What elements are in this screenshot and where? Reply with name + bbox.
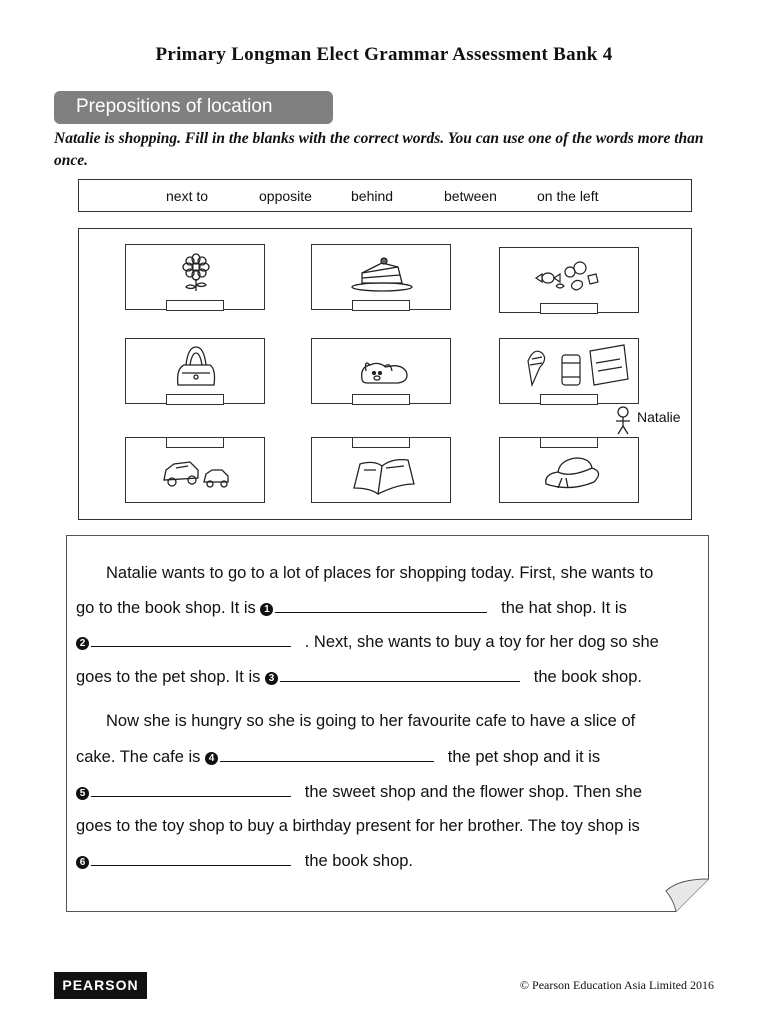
word-next-to: next to — [166, 188, 209, 204]
story-line: Natalie wants to go to a lot of places for shopping today. First, she wants to — [106, 564, 654, 582]
answer-blank-4[interactable] — [220, 747, 434, 762]
story-box — [66, 535, 709, 912]
answer-blank-3[interactable] — [280, 667, 520, 682]
page-title: Primary Longman Elect Grammar Assessment Bank 4 — [155, 44, 613, 65]
natalie-figure-icon — [612, 406, 634, 436]
word-box — [78, 179, 692, 212]
story-line — [76, 632, 659, 652]
story-line — [76, 782, 642, 802]
shop-map — [78, 228, 692, 520]
blank-number-badge: 4 — [205, 752, 218, 765]
shop-label-slot — [352, 394, 410, 405]
instructions: Natalie is shopping. Fill in the blanks with the correct words. You can use one of the words more than once. — [54, 130, 704, 169]
shop-hat — [499, 437, 639, 503]
answer-blank-6[interactable] — [91, 851, 291, 866]
pearson-logo: PEARSON — [54, 972, 147, 999]
story-line — [76, 667, 642, 687]
story-text: the book shop. — [533, 668, 642, 686]
shop-label-slot — [166, 437, 224, 448]
blank-number-badge: 2 — [76, 637, 89, 650]
story-text: . Next, she wants to buy a toy for her dog so she — [304, 633, 659, 651]
shop-bag — [125, 338, 265, 404]
story-text: cake. The cafe is — [76, 748, 201, 766]
story-text: the hat shop. It is — [501, 599, 627, 617]
blank-number-badge: 6 — [76, 856, 89, 869]
shop-label-slot — [540, 303, 598, 314]
shop-pet — [311, 338, 451, 404]
shop-book — [311, 437, 451, 503]
shop-label-slot — [352, 300, 410, 311]
shop-flower — [125, 244, 265, 310]
story-line: goes to the toy shop to buy a birthday present for her brother. The toy shop is — [76, 817, 640, 835]
shop-label-slot — [166, 300, 224, 311]
shop-cafe — [311, 244, 451, 310]
blank-number-badge: 1 — [260, 603, 273, 616]
story-line — [76, 747, 600, 767]
shop-label-slot — [352, 437, 410, 448]
copyright-notice: © Pearson Education Asia Limited 2016 — [519, 978, 714, 992]
story-text: the book shop. — [304, 852, 414, 870]
word-between: between — [444, 188, 497, 204]
word-on-the-left: on the left — [537, 188, 599, 204]
word-opposite: opposite — [259, 188, 312, 204]
shop-label-slot — [540, 437, 598, 448]
shop-sweet — [499, 247, 639, 313]
answer-blank-5[interactable] — [91, 782, 291, 797]
answer-blank-1[interactable] — [275, 598, 487, 613]
shop-toy — [125, 437, 265, 503]
answer-blank-2[interactable] — [91, 632, 291, 647]
word-behind: behind — [351, 188, 394, 204]
story-text: the sweet shop and the flower shop. Then she — [304, 783, 643, 801]
natalie-label: Natalie — [637, 409, 681, 425]
shop-snacks — [499, 338, 639, 404]
story-text: go to the book shop. It is — [76, 599, 256, 617]
story-line — [76, 851, 413, 871]
story-line: Now she is hungry so she is going to her favourite cafe to have a slice of — [106, 712, 636, 730]
story-text: goes to the pet shop. It is — [76, 668, 261, 686]
story-text: the pet shop and it is — [447, 748, 601, 766]
shop-label-slot — [166, 394, 224, 405]
blank-number-badge: 3 — [265, 672, 278, 685]
blank-number-badge: 5 — [76, 787, 89, 800]
section-title: Prepositions of location — [54, 91, 333, 124]
shop-label-slot — [540, 394, 598, 405]
story-line — [76, 598, 627, 618]
